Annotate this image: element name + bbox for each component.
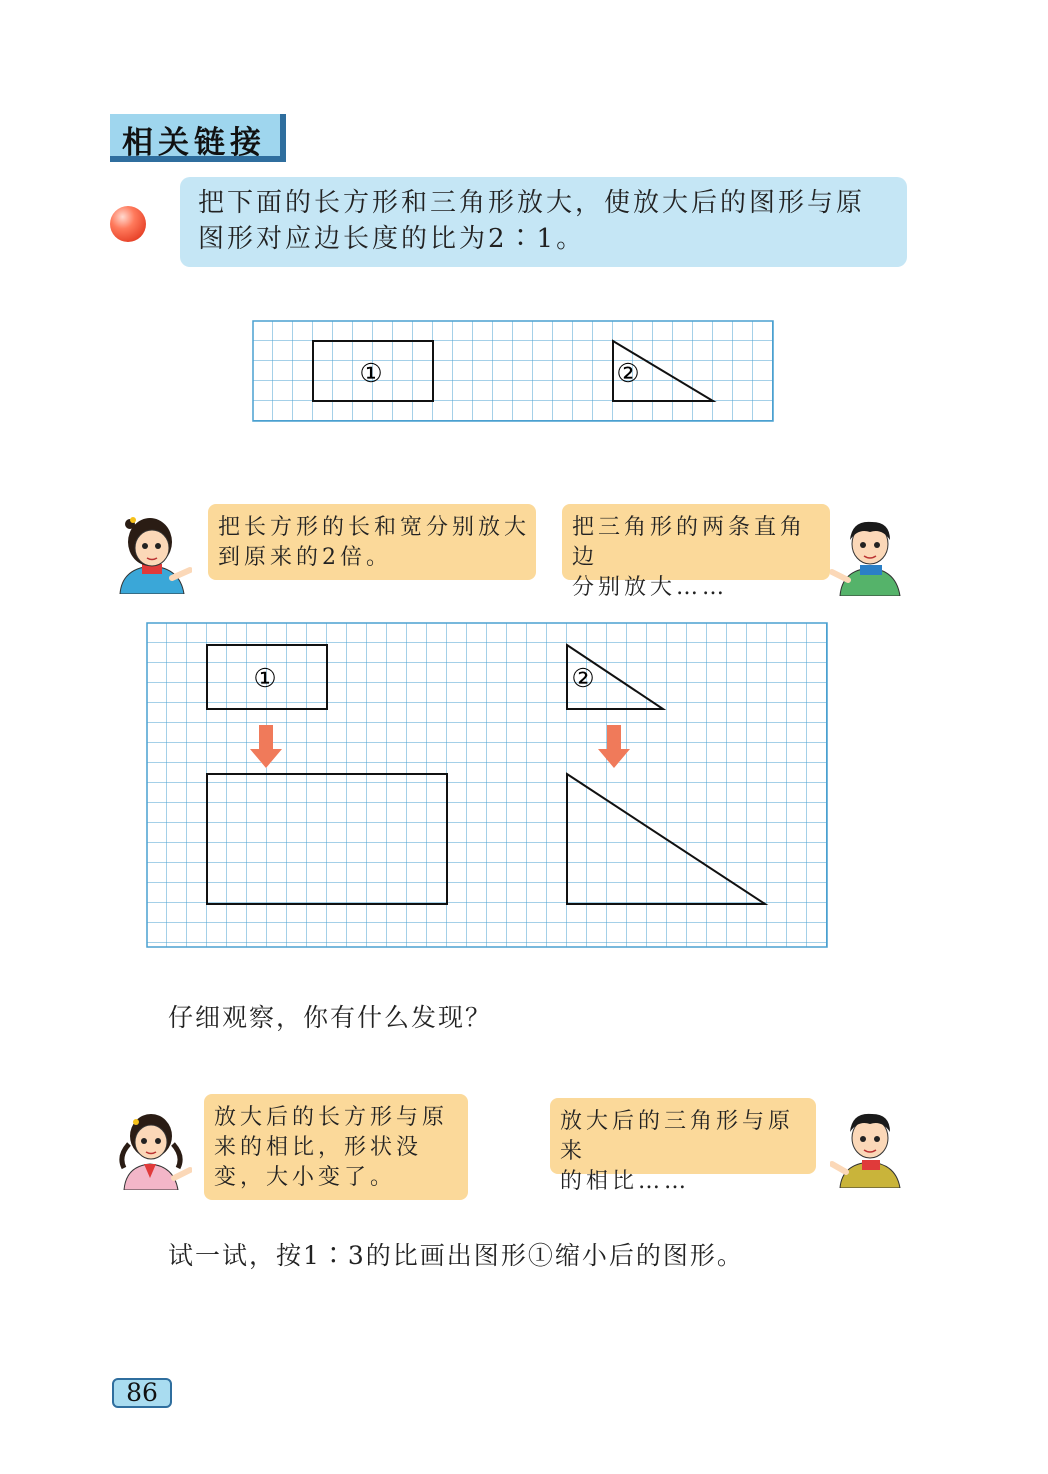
- bubble-line: 把三角形的两条直角边: [572, 515, 807, 570]
- bubble-line: 来的相比，形状没: [214, 1135, 423, 1160]
- girl-character-icon: [112, 508, 192, 594]
- bubble-line: 放大后的长方形与原: [214, 1105, 449, 1130]
- rect-label-2: ①: [253, 664, 277, 694]
- boy-character-icon: [830, 510, 908, 596]
- girl-speech-bubble-1: [208, 504, 536, 580]
- bubble-line: 把长方形的长和宽分别放大: [218, 515, 531, 540]
- bubble-line: 变，大小变了。: [214, 1165, 397, 1190]
- bubble-line: 放大后的三角形与原来: [560, 1109, 795, 1164]
- boy-speech-bubble-2: [550, 1098, 816, 1194]
- section-tag: [110, 114, 286, 162]
- task-line-2: 图形对应边长度的比为2∶1。: [198, 224, 586, 254]
- observe-question: 仔细观察，你有什么发现？: [168, 1003, 493, 1032]
- enlargement-grid: [146, 622, 828, 948]
- girl-character-icon: [110, 1104, 192, 1190]
- try-instruction: 试一试，按1∶3的比画出图形①缩小后的图形。: [168, 1241, 744, 1270]
- page-number: 86: [112, 1378, 172, 1408]
- bubble-line: 的相比……: [560, 1169, 691, 1194]
- boy-speech-bubble-1: [562, 504, 830, 600]
- tri-label: ②: [616, 359, 640, 389]
- section-title: 相关链接: [122, 125, 266, 161]
- original-shapes-grid: [252, 320, 774, 422]
- tri-label-2: ②: [571, 664, 595, 694]
- boy-character-icon: [830, 1104, 908, 1188]
- bullet-ball-icon: [110, 206, 146, 242]
- bubble-line: 到原来的2倍。: [218, 545, 392, 570]
- bubble-line: 分别放大……: [572, 575, 729, 600]
- girl-speech-bubble-2: [204, 1094, 468, 1200]
- task-line-1: 把下面的长方形和三角形放大，使放大后的图形与原: [198, 188, 866, 218]
- rect-label: ①: [359, 359, 383, 389]
- task-box: [180, 177, 907, 267]
